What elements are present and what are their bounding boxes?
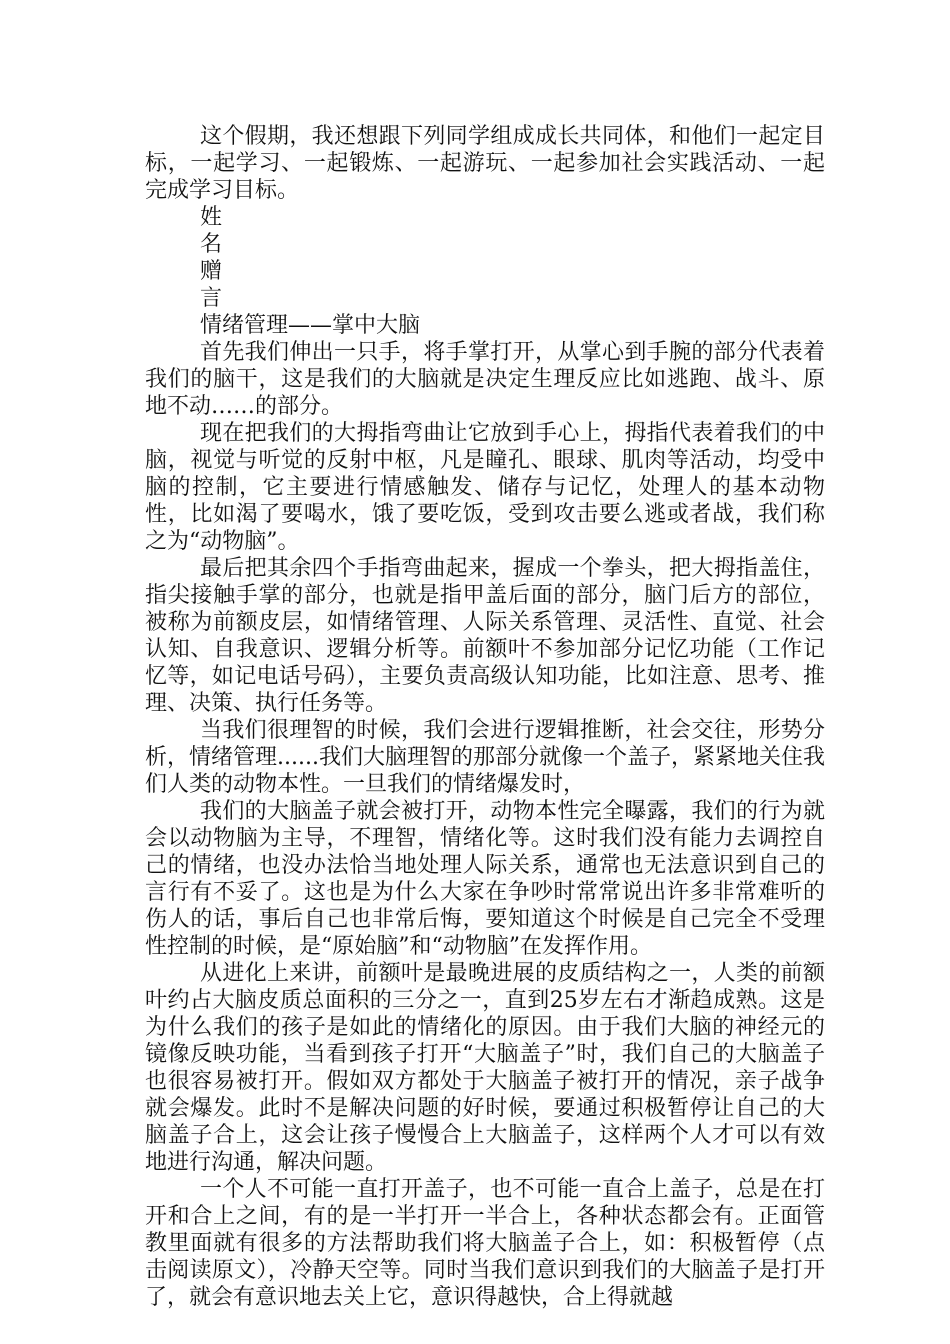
intro-paragraph: 这个假期，我还想跟下列同学组成成长共同体，和他们一起定目标，一起学习、一起锻炼、一起游玩、一起参加社会实践活动、一起完成学习目标。 [145,124,825,203]
document-page [145,123,825,1311]
section-heading: 情绪管理——掌中大脑 [200,313,421,338]
label-gift-char-2: 言 [200,286,223,311]
body-paragraph: 一个人不可能一直打开盖子，也不可能一直合上盖子，总是在打开和合上之间，有的是一半打开一半合上，各种状态都会有。正面管教里面就有很多的方法帮助我们将大脑盖子合上，如：积极暂停（点击阅读原文），冷静天空等。同时当我们意识到我们的大脑盖子是打开了，就会有意识地去关上它，意识得越快，合上得就越 [145,1177,825,1310]
body-paragraph: 我们的大脑盖子就会被打开，动物本性完全曝露，我们的行为就会以动物脑为主导，不理智，情绪化等。这时我们没有能力去调控自己的情绪，也没办法恰当地处理人际关系，通常也无法意识到自己的言行有不妥了。这也是为什么大家在争吵时常常说出许多非常难听的伤人的话，事后自己也非常后悔，要知道这个时候是自己完全不受理性控制的时候，是“原始脑”和“动物脑”在发挥作用。 [145,799,825,959]
body-paragraph: 最后把其余四个手指弯曲起来，握成一个拳头，把大拇指盖住，指尖接触手掌的部分，也就是指甲盖后面的部分，脑门后方的部位，被称为前额皮层，如情绪管理、人际关系管理、灵活性、直觉、社会认知、自我意识、逻辑分析等。前额叶不参加部分记忆功能（工作记忆等，如记电话号码），主要负责高级认知功能，比如注意、思考、推理、决策、执行任务等。 [145,556,825,716]
body-paragraph: 首先我们伸出一只手，将手掌打开，从掌心到手腕的部分代表着我们的脑干，这是我们的大脑就是决定生理反应比如逃跑、战斗、原地不动……的部分。 [145,340,825,419]
label-name-char-2: 名 [200,232,223,257]
label-name-char-1: 姓 [200,205,223,230]
label-gift-char-1: 赠 [200,259,223,284]
body-paragraph: 从进化上来讲，前额叶是最晚进展的皮质结构之一，人类的前额叶约占大脑皮质总面积的三分之一，直到25岁左右才渐趋成熟。这是为什么我们的孩子是如此的情绪化的原因。由于我们大脑的神经元的镜像反映功能，当看到孩子打开“大脑盖子”时，我们自己的大脑盖子也很容易被打开。假如双方都处于大脑盖子被打开的情况，亲子战争就会爆发。此时不是解决问题的好时候，要通过积极暂停让自己的大脑盖子合上，这会让孩子慢慢合上大脑盖子，这样两个人才可以有效地进行沟通，解决问题。 [145,961,825,1175]
body-paragraph: 当我们很理智的时候，我们会进行逻辑推断，社会交往，形势分析，情绪管理......我们大脑理智的那部分就像一个盖子，紧紧地关住我们人类的动物本性。一旦我们的情绪爆发时， [145,718,825,797]
body-paragraph: 现在把我们的大拇指弯曲让它放到手心上，拇指代表着我们的中脑，视觉与听觉的反射中枢，凡是瞳孔、眼球、肌肉等活动，均受中脑的控制，它主要进行情感触发、储存与记忆，处理人的基本动物性，比如渴了要喝水，饿了要吃饭，受到攻击要么逃或者战，我们称之为“动物脑”。 [145,421,825,554]
